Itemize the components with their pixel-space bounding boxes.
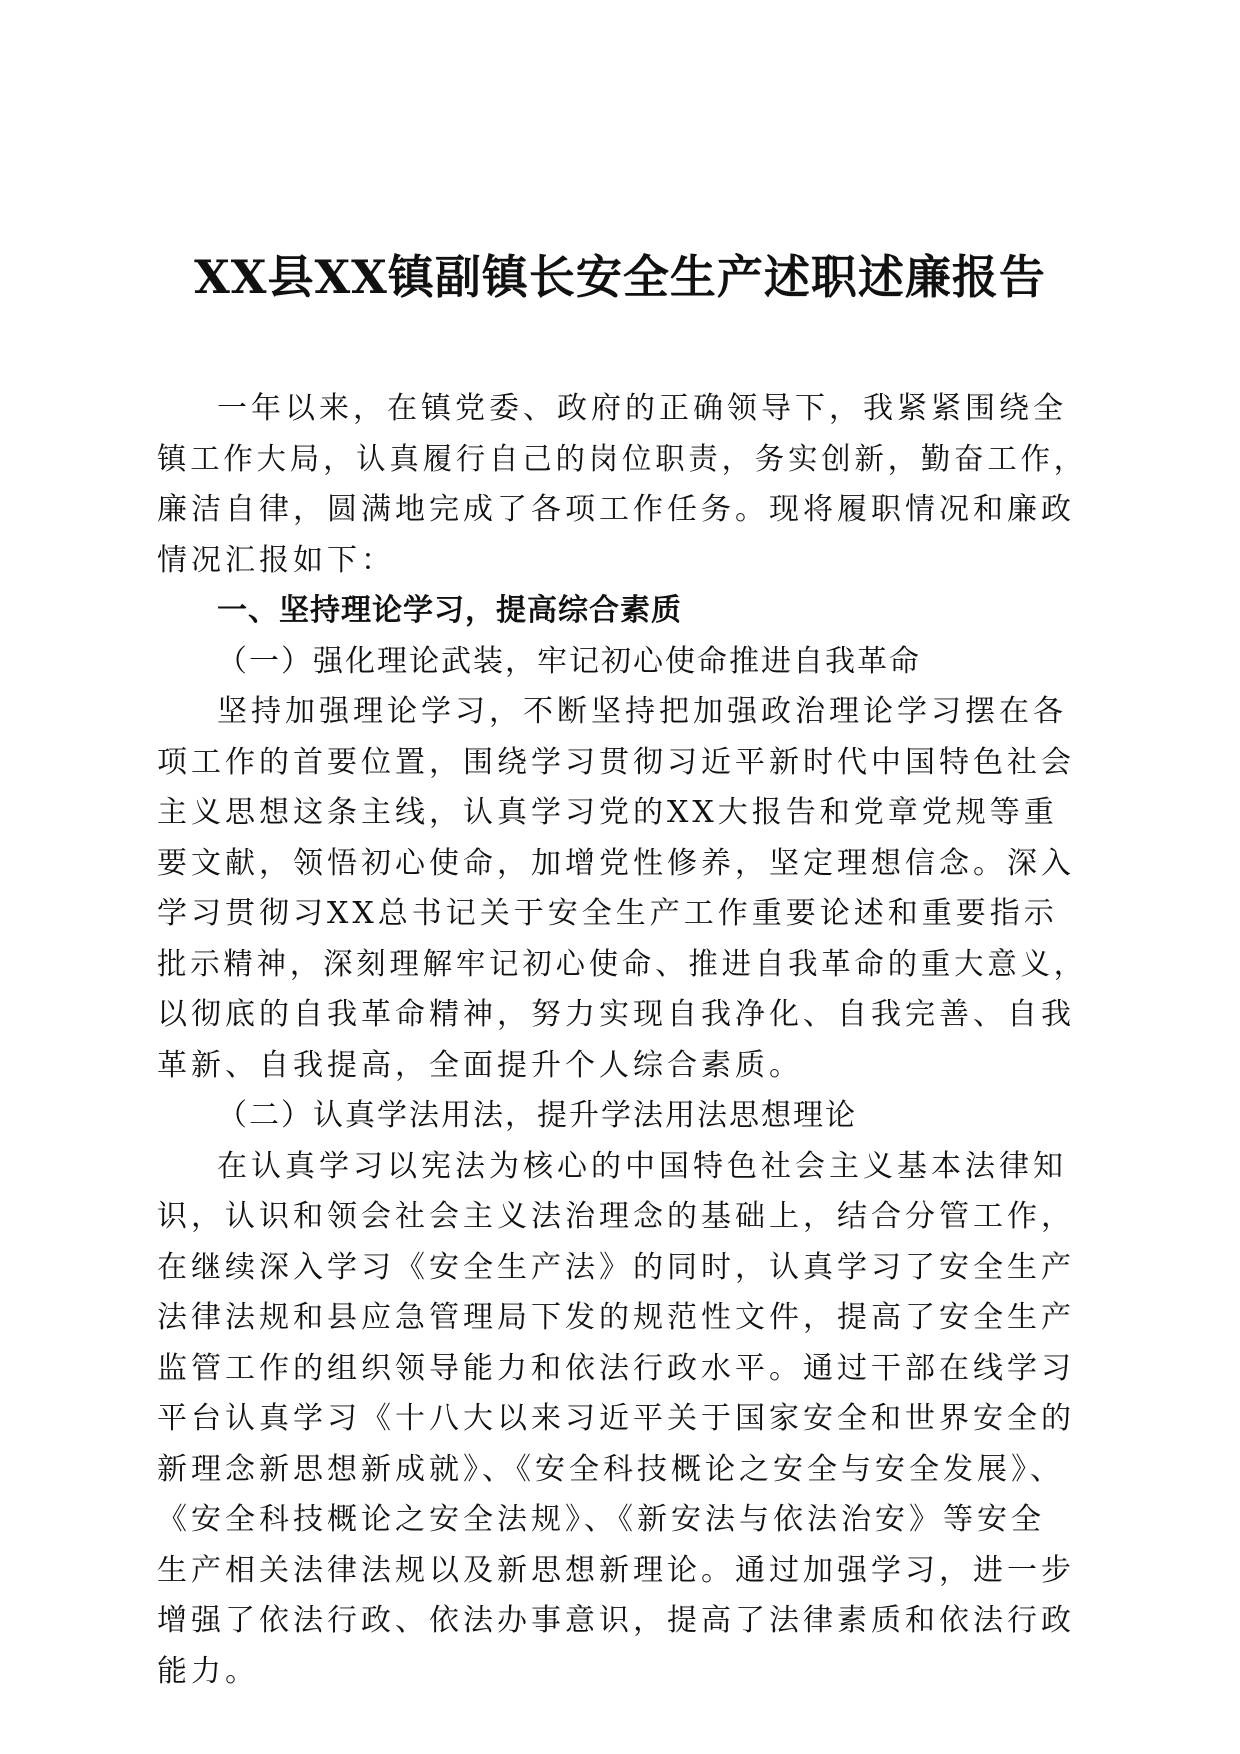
- paragraph-line: 能力。: [157, 1653, 259, 1689]
- paragraph-line: 项工作的首要位置，围绕学习贯彻习近平新时代中国特色社会: [157, 744, 1075, 780]
- paragraph-line: 学习贯彻习XX总书记关于安全生产工作重要论述和重要指示: [157, 896, 1058, 931]
- paragraph-line: 平台认真学习《十八大以来习近平关于国家安全和世界安全的: [157, 1401, 1075, 1436]
- paragraph-line: 要文献，领悟初心使命，加增党性修养，坚定理想信念。深入: [157, 845, 1075, 881]
- paragraph-line: 镇工作大局，认真履行自己的岗位职责，务实创新，勤奋工作，: [157, 441, 1088, 477]
- paragraph-line: 增强了依法行政、依法办事意识，提高了法律素质和依法行政: [157, 1603, 1075, 1638]
- section-heading: 一、坚持理论学习，提高综合素质: [217, 593, 682, 628]
- paragraph-line: 廉洁自律，圆满地完成了各项工作任务。现将履职情况和廉政: [157, 492, 1075, 527]
- paragraph-line: 批示精神，深刻理解牢记初心使命、推进自我革命的重大意义，: [157, 946, 1088, 982]
- paragraph-line: 坚持加强理论学习，不断坚持把加强政治理论学习摆在各: [217, 694, 1067, 729]
- paragraph-line: 以彻底的自我革命精神，努力实现自我净化、自我完善、自我: [157, 997, 1075, 1032]
- document-body: [157, 384, 1087, 1697]
- paragraph-line: 法律法规和县应急管理局下发的规范性文件，提高了安全生产: [157, 1300, 1075, 1335]
- paragraph-line: 监管工作的组织领导能力和依法行政水平。通过干部在线学习: [157, 1350, 1075, 1386]
- document-title: XX县XX镇副镇长安全生产述职述廉报告: [194, 250, 1046, 304]
- paragraph-line: 情况汇报如下：: [157, 542, 395, 578]
- paragraph-line: 新理念新思想新成就》、《安全科技概论之安全与安全发展》、: [157, 1451, 1064, 1487]
- paragraph-line: 主义思想这条主线，认真学习党的XX大报告和党章党规等重: [157, 795, 1058, 830]
- paragraph-line: 一年以来，在镇党委、政府的正确领导下，我紧紧围绕全: [217, 391, 1067, 426]
- paragraph-line: 在认真学习以宪法为核心的中国特色社会主义基本法律知: [217, 1148, 1067, 1184]
- subsection-heading: （二）认真学法用法，提升学法用法思想理论: [217, 1098, 857, 1133]
- subsection-heading: （一）强化理论武装，牢记初心使命推进自我革命: [217, 643, 921, 679]
- paragraph-line: 识，认识和领会社会主义法治理念的基础上，结合分管工作，: [157, 1199, 1075, 1234]
- paragraph-line: 《安全科技概论之安全法规》、《新安法与依法治安》等安全: [157, 1502, 1045, 1537]
- paragraph-line: 在继续深入学习《安全生产法》的同时，认真学习了安全生产: [157, 1249, 1075, 1285]
- paragraph-line: 革新、自我提高，全面提升个人综合素质。: [157, 1047, 803, 1083]
- paragraph-line: 生产相关法律法规以及新思想新理论。通过加强学习，进一步: [157, 1552, 1075, 1588]
